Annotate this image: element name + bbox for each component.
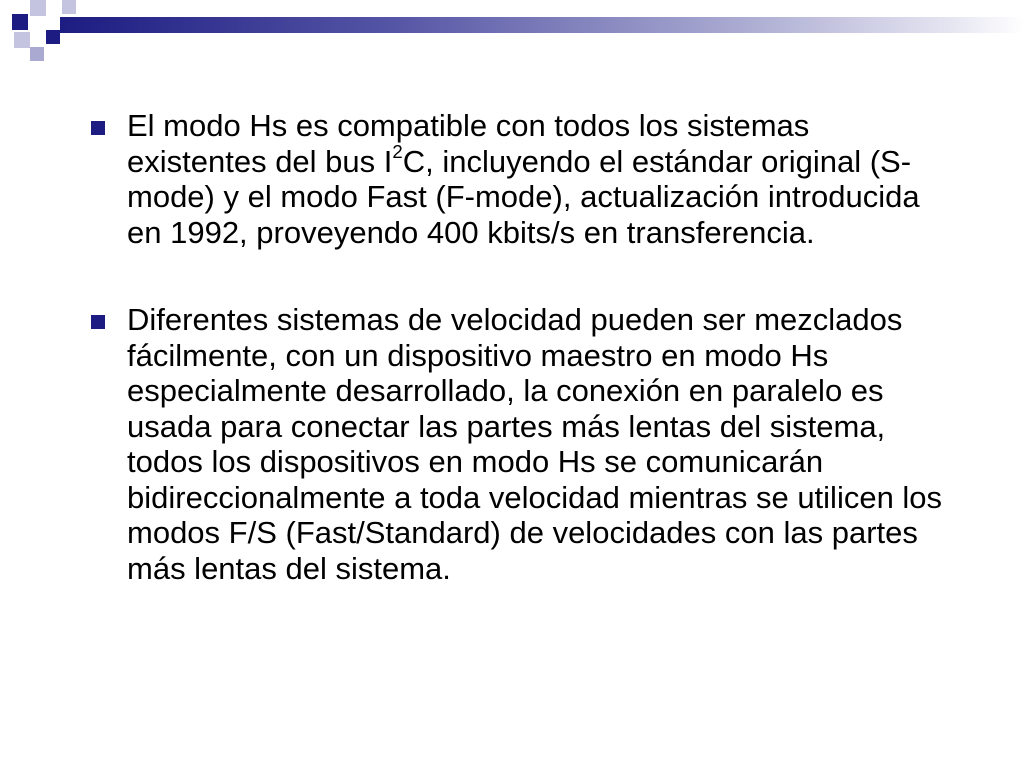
bullet-item — [0, 108, 1024, 250]
square-bullet-icon — [91, 315, 105, 329]
deco-square — [30, 47, 44, 61]
corner-decoration — [0, 0, 90, 70]
deco-square — [12, 14, 28, 30]
superscript-two: 2 — [392, 140, 403, 162]
slide-content — [0, 108, 1024, 586]
header-gradient-bar — [60, 17, 1024, 33]
bullet-item — [0, 302, 1024, 586]
deco-square — [30, 0, 46, 16]
deco-square — [14, 32, 30, 48]
bullet-text: Diferentes sistemas de velocidad pueden ser mezclados fácilmente, con un dispositivo maestro en modo Hs especialmente desarrollado, la conexión en paralelo es usada para conectar las partes más lentas del sistema, todos los dispositivos en modo Hs se comunicarán bidireccionalmente a toda velocidad mientras se utilicen los modos F/S (Fast/Standard) de velocidades con las partes más lentas del sistema. — [127, 302, 943, 586]
square-bullet-icon — [91, 121, 105, 135]
deco-square — [46, 30, 60, 44]
bullet-text-part: C, incluyendo el estándar original (S-mode) y el modo Fast (F-mode), actualización introducida en 1992, proveyendo 400 kbits/s en transferencia. — [127, 143, 920, 250]
bullet-text-part: El modo Hs es compatible con todos los sistemas existentes del bus I — [127, 108, 810, 179]
deco-square — [62, 0, 76, 14]
bullet-text — [127, 108, 954, 250]
